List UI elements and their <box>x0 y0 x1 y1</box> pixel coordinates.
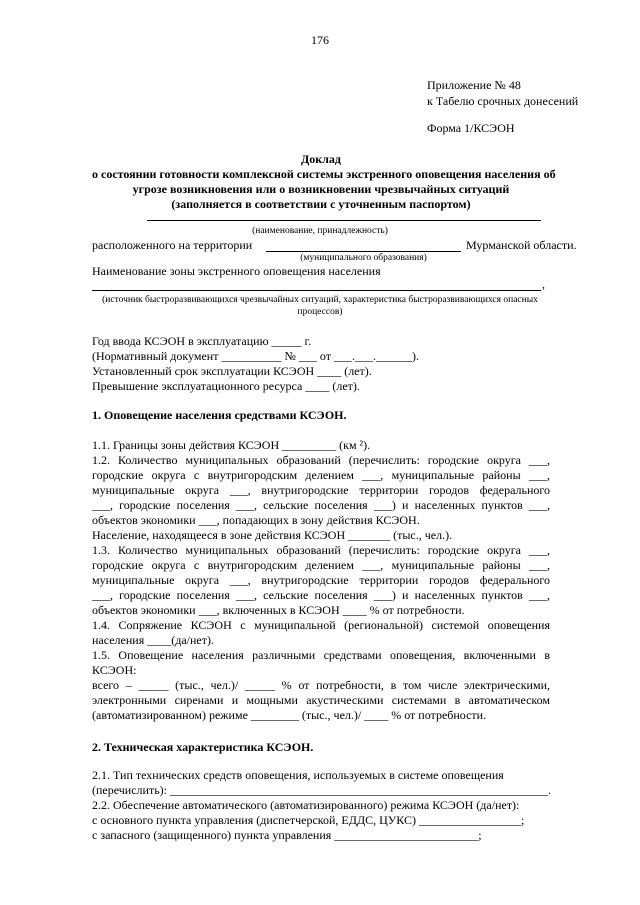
section1-line: объектов экономики ___, попадающих в зону действия КСЭОН. <box>92 513 420 527</box>
section2-line: 2.2. Обеспечение автоматического (автоматизированного) режима КСЭОН (да/нет): <box>92 798 520 812</box>
appendix-reference: к Табелю срочных донесений <box>427 94 579 108</box>
territory-suffix: Мурманской области. <box>466 238 577 252</box>
section-2-lines <box>92 768 550 843</box>
section-1-lines <box>92 438 550 723</box>
appendix-block <box>427 78 627 110</box>
section2-line: с основного пункта управления (диспетчерской, ЕДДС, ЦУКС) _________________; <box>92 813 525 827</box>
section1-line: 1.4. Сопряжение КСЭОН с муниципальной (региональной) системой оповещения <box>92 618 550 632</box>
section1-line: муниципальные округа ___, внутригородские территории городов федерального <box>92 483 550 497</box>
caption-source-1: (источник быстроразвивающихся чрезвычайных ситуаций, характеристика быстроразвивающихся опасных <box>102 295 538 305</box>
section1-line: объектов экономики ___, включенных в КСЭОН ____ % от потребности. <box>92 603 465 617</box>
service-life: Установленный срок эксплуатации КСЭОН ____ (лет). <box>92 364 372 378</box>
zone-label: Наименование зоны экстренного оповещения населения <box>92 264 381 278</box>
section-1-body <box>92 438 550 723</box>
caption-municipal: (муниципального образования) <box>300 253 427 263</box>
section1-line: ___, городские поселения ___, сельские поселения ___) и населенных пунктов ___, <box>92 588 550 602</box>
section-2-body <box>92 768 550 843</box>
info-block <box>92 334 550 394</box>
title-line-3: угрозе возникновения или о возникновении чрезвычайных ситуаций <box>132 182 510 196</box>
section1-line: городские округа с внутригородским делением ___, муниципальные районы ___, <box>92 558 550 572</box>
section-1-heading: 1. Оповещение населения средствами КСЭОН. <box>92 408 347 422</box>
normative-document: (Нормативный документ __________ № ___ от ___.___.______). <box>92 349 419 363</box>
territory-prefix: расположенного на территории <box>92 238 253 252</box>
section1-line: 1.1. Границы зоны действия КСЭОН _________ (км ²). <box>92 438 371 452</box>
form-label: Форма 1/КСЭОН <box>427 121 515 135</box>
zone-comma: , <box>542 277 545 291</box>
section1-line: ___, городские поселения ___, сельские поселения ___) и населенных пунктов ___, <box>92 498 550 512</box>
page-number: 176 <box>311 33 329 47</box>
resource-excess: Превышение эксплуатационного ресурса ____ (лет). <box>92 379 360 393</box>
document-title <box>92 152 556 212</box>
section1-line: муниципальные округа ___, внутригородские территории городов федерального <box>92 573 550 587</box>
title-line-2: о состоянии готовности комплексной системы экстренного оповещения населения об <box>92 167 556 181</box>
section2-line: с запасного (защищенного) пункта управления ________________________; <box>92 828 482 842</box>
appendix-number: Приложение № 48 <box>427 78 521 92</box>
section1-line: населения ____(да/нет). <box>92 633 214 647</box>
section1-line: 1.5. Оповещение населения различными средствами оповещения, включенными в <box>92 648 550 662</box>
commission-year: Год ввода КСЭОН в эксплуатацию _____ г. <box>92 334 312 348</box>
caption-source-2: процессов) <box>297 307 343 317</box>
title-line-1: Доклад <box>301 152 341 166</box>
section1-line: Население, находящееся в зоне действия КСЭОН _______ (тыс., чел.). <box>92 528 453 542</box>
section1-line: электронными сиренами и мощными акустическими системами в автоматическом <box>92 693 550 707</box>
section1-line: КСЭОН: <box>92 663 137 677</box>
section1-line: (автоматизированном) режиме ________ (тыс., чел.)/ ____ % от потребности. <box>92 708 487 722</box>
name-blank-line <box>147 220 541 221</box>
section1-line: 1.3. Количество муниципальных образований (перечислить: городские округа ___, <box>92 543 550 557</box>
section1-line: городские округа с внутригородским делением ___, муниципальные районы ___, <box>92 468 550 482</box>
section1-line: всего – _____ (тыс., чел.)/ _____ % от потребности, в том числе электрическими, <box>92 678 550 692</box>
caption-name: (наименование, принадлежность) <box>252 226 388 236</box>
section2-line: (перечислить): _______________________________________________________________. <box>92 783 552 797</box>
section1-line: 1.2. Количество муниципальных образований (перечислить: городские округа ___, <box>92 453 550 467</box>
section2-line: 2.1. Тип технических средств оповещения, используемых в системе оповещения <box>92 768 504 782</box>
zone-blank-line <box>92 290 541 291</box>
title-line-4: (заполняется в соответствии с уточненным паспортом) <box>171 197 471 211</box>
section-2-heading: 2. Техническая характеристика КСЭОН. <box>92 740 314 754</box>
